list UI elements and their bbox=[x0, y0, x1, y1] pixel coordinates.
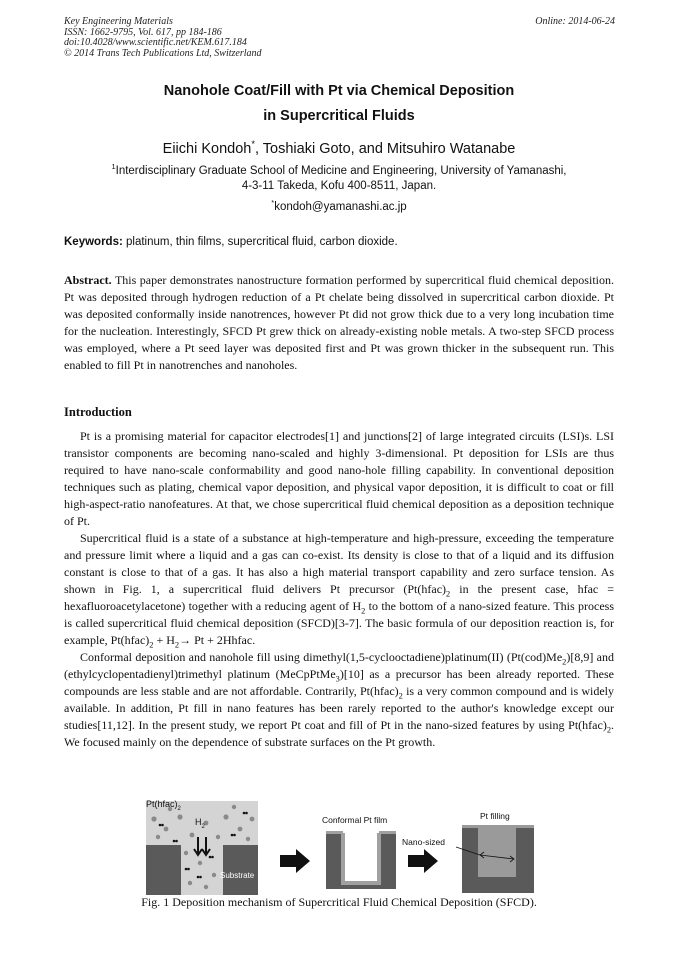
journal-header bbox=[64, 17, 262, 59]
affiliation-text: Interdisciplinary Graduate School of Medicine and Engineering, University of Yamanashi, bbox=[115, 165, 567, 177]
figure-1-caption: Fig. 1 Deposition mechanism of Supercritical Fluid Chemical Deposition (SFCD). bbox=[141, 895, 537, 909]
introduction-body bbox=[64, 428, 614, 751]
abstract-text: This paper demonstrates nanostructure formation performed by supercritical fluid chemical deposition. Pt was deposited through hydrogen reduction of a Pt chelate being dissolved in supercritical carbon dioxide. Pt was deposited conformally inside nanotrences, however Pt did not grow thick due to a very long incubation time for the nucleation. Interestingly, SFCD Pt grew thick on already-existing noble metals. A two-step SFCD process was employed, where a Pt seed layer was deposited first and Pt was grown thicker in the subsequent run. This enabled to fill Pt in nanotrenches and nanoholes. bbox=[64, 273, 614, 372]
author-name: Eiichi Kondoh bbox=[162, 141, 252, 157]
h2-label: $H_2$ bbox=[195, 817, 205, 830]
process-arrow-icon bbox=[280, 849, 310, 873]
process-arrow-icon bbox=[408, 849, 438, 873]
paragraph bbox=[64, 428, 614, 530]
email-mark: * bbox=[271, 198, 275, 208]
pt-fill bbox=[478, 825, 516, 877]
filling-label: Pt filling bbox=[480, 811, 510, 821]
conformal-label: Conformal Pt film bbox=[322, 815, 388, 825]
subscript: 2 bbox=[398, 691, 403, 701]
author-list bbox=[0, 138, 678, 157]
paragraph-text: to the bottom of a nano-sized feature. This process is called supercritical fluid chemical deposition (SFCD)[3-7]. The basic formula of our deposition reaction is, for example, Pt(hfac) bbox=[64, 599, 614, 647]
paragraph-text: + H bbox=[153, 633, 175, 647]
journal-doi: doi:10.4028/www.scientific.net/KEM.617.184 bbox=[64, 37, 247, 49]
subscript: 2 bbox=[361, 606, 366, 616]
paragraph-text: Supercritical fluid is a state of a substance at high-temperature and high-pressure, exceeding the temperature and pressure limit where a liquid and a gas can co-exist. Its density is close to that of a liquid and its diffusion constant is close to that of a gas. It has also a high material transport capability and zero surface tension. As shown in Fig. 1, a supercritical fluid delivers Pt precursor (Pt(hfac) bbox=[64, 531, 614, 596]
affiliation-line-2: 4-3-11 Takeda, Kofu 400-8511, Japan. bbox=[241, 180, 437, 192]
paragraph-text: is a very common compound and is widely available. In addition, Pt fill in nano features has been rarely reported to the author's knowledge except our studies[11,12]. In the present study, we report Pt coat and fill of Pt in the nano-sized features by using Pt(hfac) bbox=[64, 684, 615, 732]
paper-title-line-2: in Supercritical Fluids bbox=[263, 108, 415, 124]
journal-copyright: © 2014 Trans Tech Publications Ltd, Switzerland bbox=[64, 47, 262, 59]
subscript: 2 bbox=[149, 640, 154, 650]
affiliation-line-1 bbox=[0, 162, 678, 177]
abstract-label: Abstract. bbox=[64, 273, 112, 287]
journal-issn: ISSN: 1662-9795, Vol. 617, pp 184-186 bbox=[64, 26, 222, 38]
pt-film-top-right bbox=[379, 831, 396, 834]
email-address[interactable]: kondoh@yamanashi.ac.jp bbox=[274, 201, 407, 213]
figure-1-diagram bbox=[140, 795, 580, 895]
subscript: 2 bbox=[562, 657, 567, 667]
paragraph-text: . We focused mainly on the dependence of substrate surfaces on the Pt growth. bbox=[64, 718, 614, 749]
paragraph-text: )[10] as a precursor has been already reported. These compounds are less stable and are not affordable. Contrarily, Pt(hfac) bbox=[64, 667, 614, 698]
subscript: 2 bbox=[446, 589, 451, 599]
paragraph-text: in the present case, hfac = hexafluoroacetylacetone) together with a reducing agent of H bbox=[64, 582, 614, 613]
online-date: Online: 2014-06-24 bbox=[535, 16, 615, 27]
conformal-pt-film bbox=[343, 833, 379, 883]
journal-name: Key Engineering Materials bbox=[64, 16, 173, 27]
co-authors: , Toshiaki Goto, and Mitsuhiro Watanabe bbox=[255, 141, 516, 157]
abstract bbox=[64, 272, 614, 374]
keywords-text: platinum, thin films, supercritical fluid, carbon dioxide. bbox=[126, 236, 398, 248]
keywords-label: Keywords: bbox=[64, 236, 123, 248]
subscript: 2 bbox=[174, 640, 180, 650]
paper-title-line-1: Nanohole Coat/Fill with Pt via Chemical Deposition bbox=[163, 83, 515, 99]
paragraph-text: → Pt + 2Hhfac. bbox=[179, 633, 256, 647]
pt-overlayer bbox=[462, 825, 534, 828]
substrate-right bbox=[223, 845, 258, 895]
paragraph bbox=[64, 530, 614, 649]
affiliation-mark: 1 bbox=[111, 162, 116, 172]
paragraph bbox=[64, 649, 614, 751]
section-heading-introduction: Introduction bbox=[64, 405, 132, 419]
corresponding-mark: * bbox=[251, 138, 255, 150]
keywords bbox=[64, 236, 398, 248]
paragraph-text: Conformal deposition and nanohole fill using dimethyl(1,5-cyclooctadiene)platinum(II) (Pt(cod)Me bbox=[80, 650, 563, 664]
email-line bbox=[0, 198, 678, 213]
subscript: 3 bbox=[335, 674, 340, 684]
substrate-label: Substrate bbox=[220, 871, 255, 880]
pt-film-top-left bbox=[326, 831, 343, 834]
substrate-left bbox=[146, 845, 181, 895]
paragraph-text: )[8,9] and (ethylcyclopentadienyl)trimethyl platinum (MeCpPtMe bbox=[64, 650, 614, 681]
precursor-label: $Pt(hfac)_2$ bbox=[146, 799, 181, 812]
nano-sized-label: Nano-sized bbox=[402, 837, 445, 847]
subscript: 2 bbox=[606, 725, 611, 735]
paragraph-text: Pt is a promising material for capacitor electrodes[1] and junctions[2] of large integrated circuits (LSI)s. LSI transistor components are becoming nano-scaled and highly 3-dimensional. Pt deposition for LSIs are thus required to have nano-scale conformability and good nano-hole filling capability. In conventional deposition techniques such as plating, chemical vapor deposition, and physical vapor deposition, it is difficult to coat or fill high-aspect-ratio nanofeatures. At that, we chose supercritical fluid chemical deposition as a deposition technique of Pt. bbox=[64, 429, 614, 528]
